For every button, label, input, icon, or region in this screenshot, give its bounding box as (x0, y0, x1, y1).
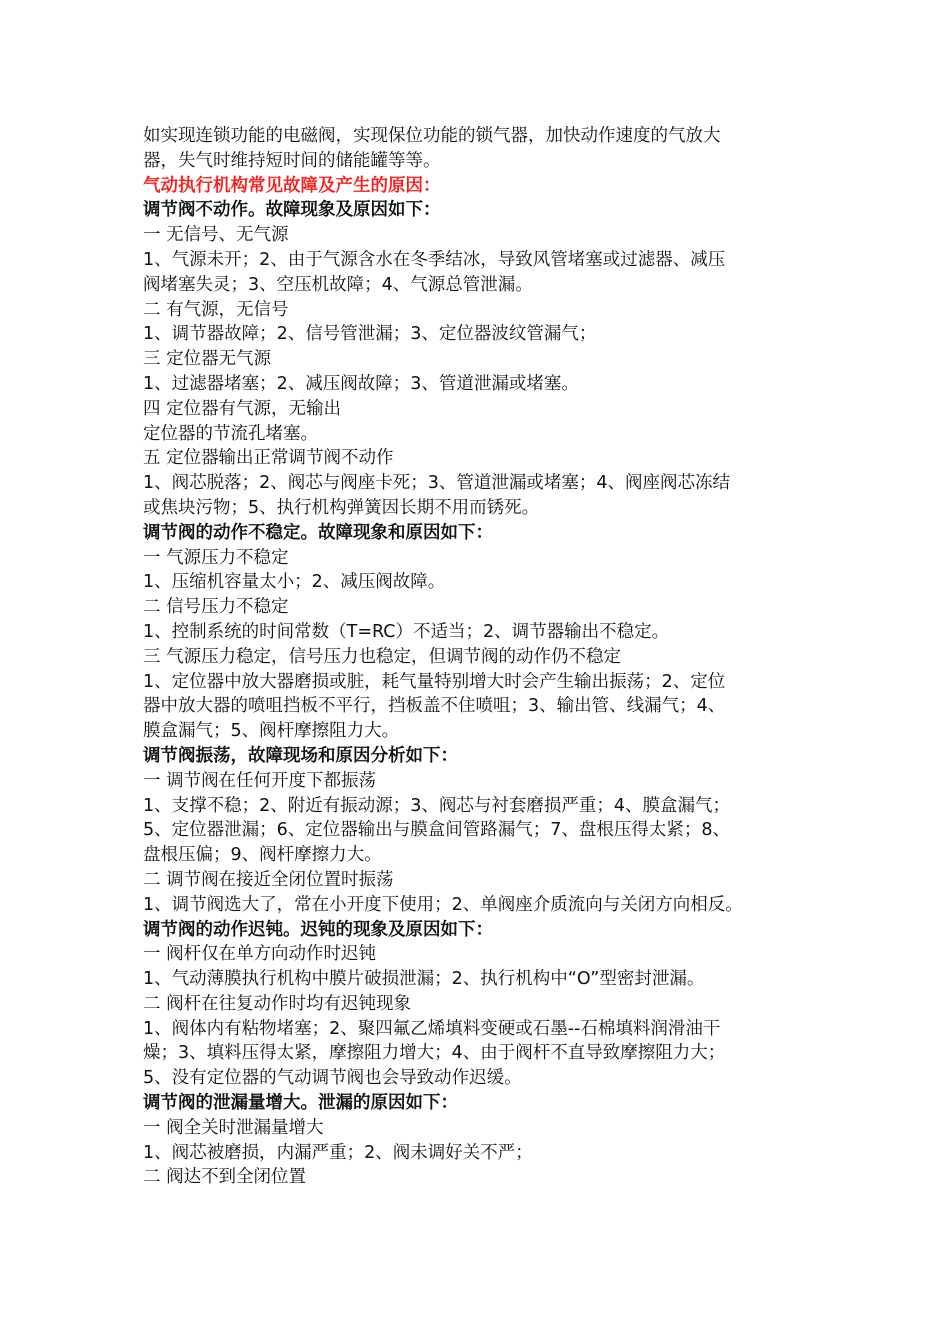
text-line: 一 调节阀在任何开度下都振荡 (143, 770, 377, 791)
text-line: 5、没有定位器的气动调节阀也会导致动作迟缓。 (143, 1068, 522, 1089)
text-line: 三 气源压力稳定，信号压力也稳定，但调节阀的动作仍不稳定 (143, 646, 622, 667)
text-line: 二 阀达不到全闭位置 (143, 1167, 307, 1188)
fault-heading: 调节阀的动作迟钝。迟钝的现象及原因如下： (143, 919, 493, 940)
text-line: 五 定位器输出正常调节阀不动作 (143, 448, 394, 469)
text-line: 阀堵塞失灵；3、空压机故障；4、气源总管泄漏。 (143, 274, 533, 295)
text-line: 如实现连锁功能的电磁阀，实现保位功能的锁气器，加快动作速度的气放大 (143, 126, 721, 146)
text-line: 一 气源压力不稳定 (143, 547, 289, 568)
document-page (143, 124, 815, 1190)
text-line: 四 定位器有气源，无输出 (143, 398, 342, 419)
text-line: 定位器的节流孔堵塞。 (143, 423, 318, 444)
text-line: 1、气动薄膜执行机构中膜片破损泄漏；2、执行机构中“O”型密封泄漏。 (143, 969, 705, 990)
text-line: 膜盒漏气；5、阀杆摩擦阻力大。 (143, 721, 400, 742)
fault-heading: 调节阀的动作不稳定。故障现象和原因如下： (143, 522, 493, 543)
text-line: 二 调节阀在接近全闭位置时振荡 (143, 869, 394, 890)
text-line: 三 定位器无气源 (143, 349, 272, 370)
text-line: 5、定位器泄漏；6、定位器输出与膜盒间管路漏气；7、盘根压得太紧；8、 (143, 820, 731, 841)
text-line: 盘根压偏；9、阀杆摩擦力大。 (143, 845, 382, 866)
text-line: 一 阀杆仅在单方向动作时迟钝 (143, 944, 377, 965)
text-line: 1、压缩机容量太小；2、减压阀故障。 (143, 572, 446, 593)
text-line: 1、阀芯脱落；2、阀芯与阀座卡死；3、管道泄漏或堵塞；4、阀座阀芯冻结 (143, 473, 731, 494)
text-line: 二 信号压力不稳定 (143, 597, 289, 618)
text-line: 一 阀全关时泄漏量增大 (143, 1117, 324, 1138)
text-line: 燥；3、填料压得太紧，摩擦阻力增大；4、由于阀杆不直导致摩擦阻力大； (143, 1043, 726, 1064)
text-line: 二 有气源，无信号 (143, 299, 289, 320)
fault-heading: 调节阀不动作。故障现象及原因如下： (143, 200, 441, 221)
text-line: 1、调节阀选大了，常在小开度下使用；2、单阀座介质流向与关闭方向相反。 (143, 894, 743, 915)
text-line: 1、控制系统的时间常数（T=RC）不适当；2、调节器输出不稳定。 (143, 621, 670, 642)
fault-heading: 调节阀振荡，故障现场和原因分析如下： (143, 745, 458, 766)
text-line: 1、过滤器堵塞；2、减压阀故障；3、管道泄漏或堵塞。 (143, 373, 579, 394)
text-line: 1、阀体内有粘物堵塞；2、聚四氟乙烯填料变硬或石墨--石棉填料润滑油干 (143, 1018, 721, 1039)
text-line: 器中放大器的喷咀挡板不平行，挡板盖不住喷咀；3、输出管、线漏气；4、 (143, 696, 726, 717)
text-line: 一 无信号、无气源 (143, 225, 289, 246)
text-line: 或焦块污物；5、执行机构弹簧因长期不用而锈死。 (143, 497, 540, 518)
text-line: 1、支撑不稳；2、附近有振动源；3、阀芯与衬套磨损严重；4、膜盒漏气； (143, 795, 731, 816)
section-title: 气动执行机构常见故障及产生的原因： (143, 175, 441, 196)
text-line: 二 阀杆在往复动作时均有迟钝现象 (143, 993, 412, 1014)
text-line: 1、调节器故障；2、信号管泄漏；3、定位器波纹管漏气； (143, 324, 597, 345)
text-line: 1、定位器中放大器磨损或脏，耗气量特别增大时会产生输出振荡；2、定位 (143, 671, 726, 692)
text-line: 1、阀芯被磨损，内漏严重；2、阀未调好关不严； (143, 1142, 533, 1163)
text-line: 器，失气时维持短时间的储能罐等等。 (143, 150, 441, 171)
fault-heading: 调节阀的泄漏量增大。泄漏的原因如下： (143, 1093, 458, 1114)
text-line: 1、气源未开；2、由于气源含水在冬季结冰，导致风管堵塞或过滤器、减压 (143, 249, 726, 270)
